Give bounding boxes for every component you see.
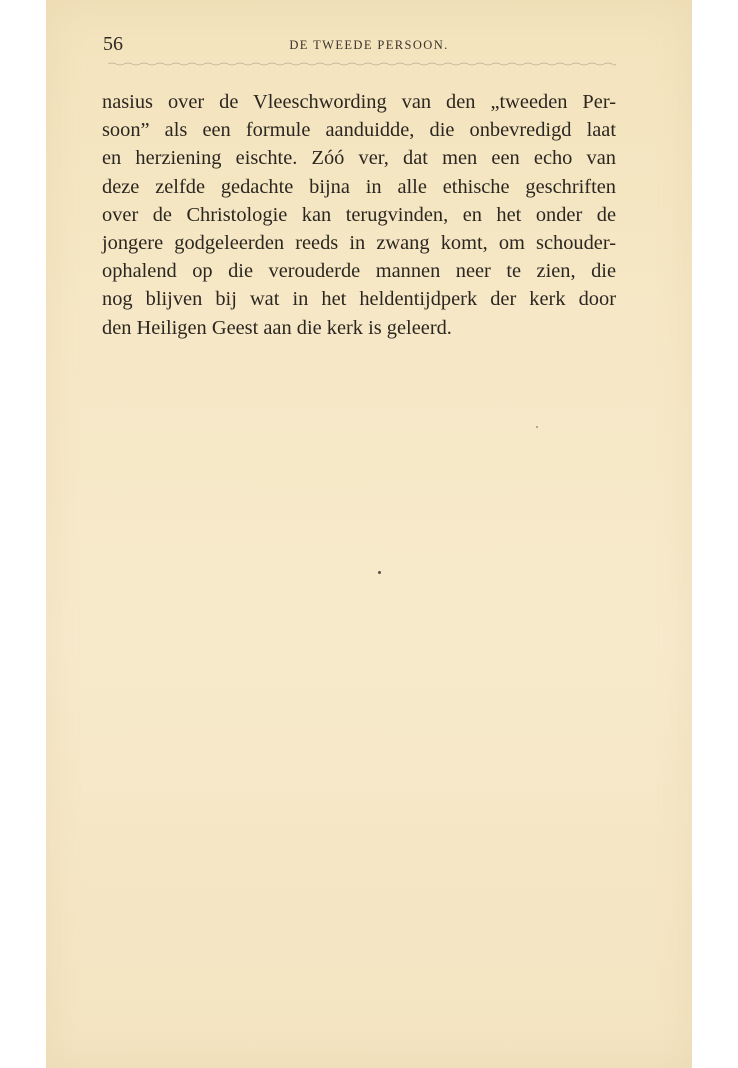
text-line: deze zelfde gedachte bijna in alle ethische geschriften	[102, 175, 616, 198]
text-line: jongere godgeleerden reeds in zwang komt, om schouder-	[102, 231, 616, 254]
text-line: over de Christologie kan terugvinden, en het onder de	[102, 203, 616, 226]
paper-speck	[536, 426, 538, 428]
book-page	[46, 0, 692, 1068]
text-line: en herziening eischte. Zóó ver, dat men een echo van	[102, 147, 616, 170]
paper-speck	[378, 571, 381, 574]
page-number: 56	[103, 33, 123, 55]
running-head: DE TWEEDE PERSOON.	[289, 38, 449, 52]
text-line: soon” als een formule aanduidde, die onbevredigd laat	[102, 119, 616, 142]
body-text	[102, 88, 616, 342]
text-line: ophalend op die verouderde mannen neer te zien, die	[102, 260, 616, 283]
text-line: nog blijven bij wat in het heldentijdperk der kerk door	[102, 288, 616, 311]
header-rule	[108, 61, 616, 67]
text-line: nasius over de Vleeschwording van den „tweeden Per-	[102, 91, 616, 113]
text-line: den Heiligen Geest aan die kerk is geleerd.	[102, 316, 452, 339]
